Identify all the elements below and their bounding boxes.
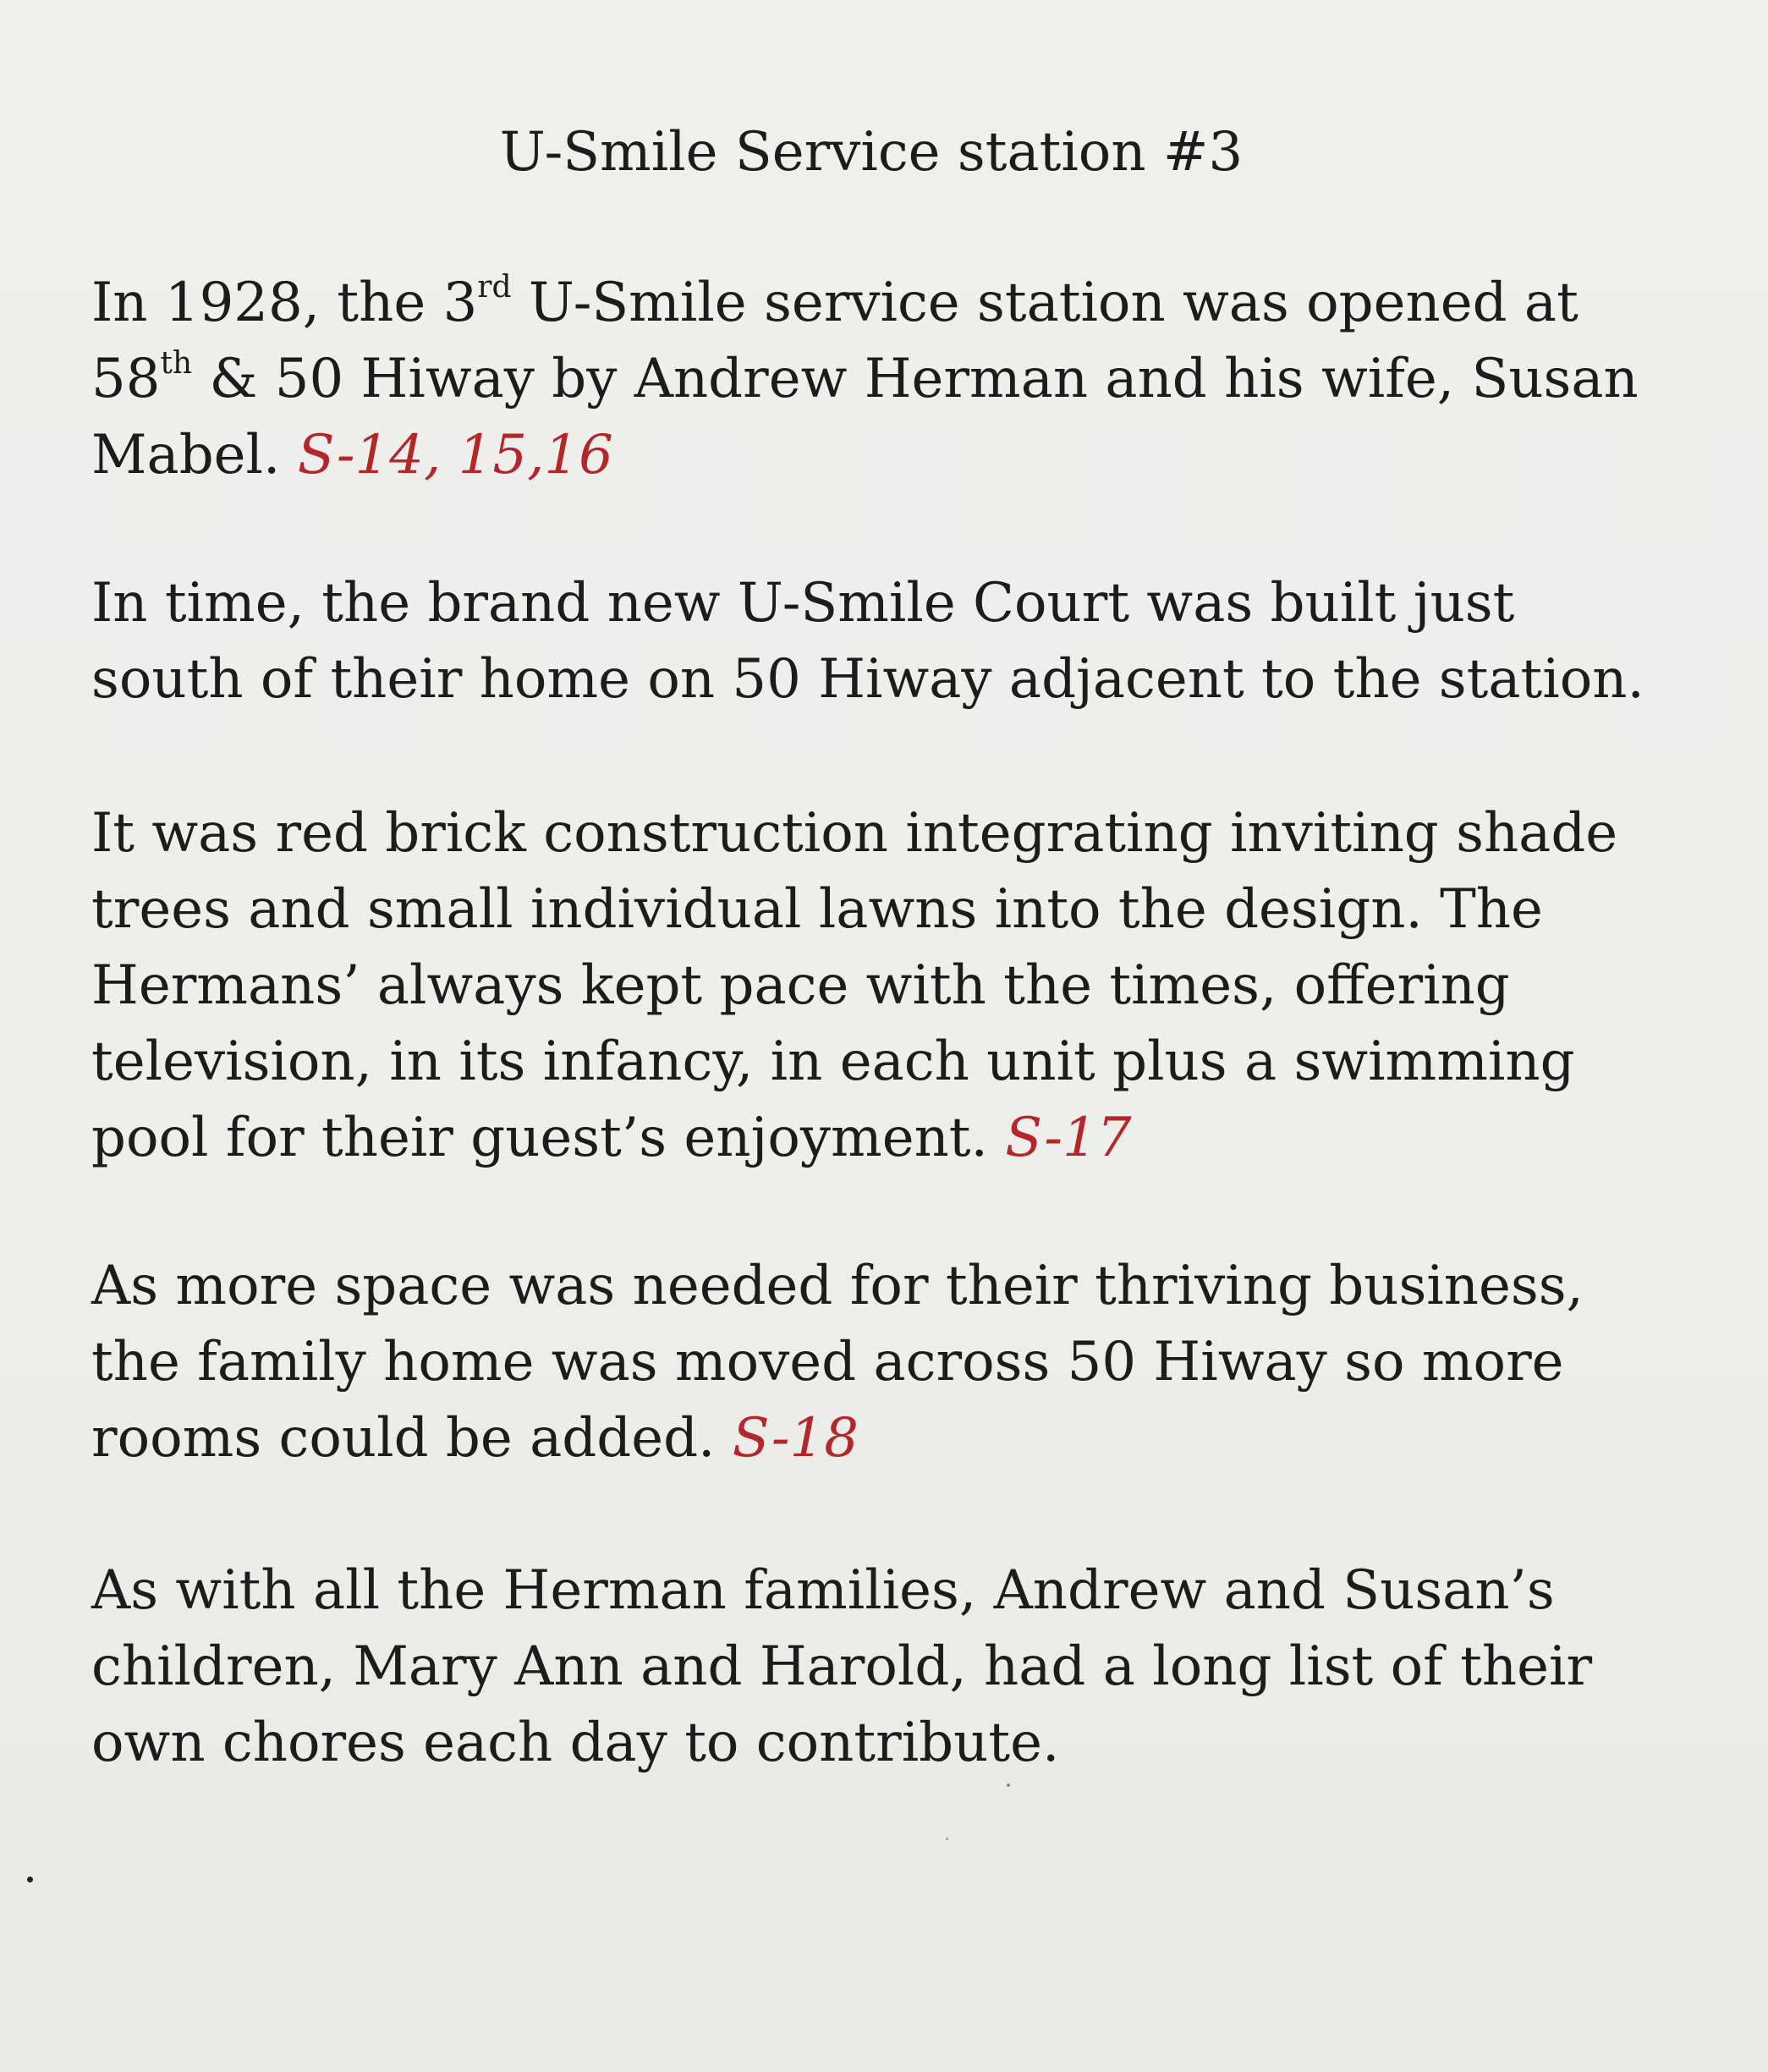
paper-speck [946,1838,948,1840]
text-run: & 50 Hiway by Andrew Herman and his wife, Susan [192,348,1639,410]
text-line: It was red brick construction integrating inviting shade [91,802,1618,865]
text-line [91,265,1699,341]
text-line: the family home was moved across 50 Hiway so more [91,1331,1564,1393]
text-line [91,1100,1699,1176]
photo-reference: S-17 [1005,1107,1132,1169]
text-line [91,417,1699,493]
text-line: south of their home on 50 Hiway adjacent to the station. [91,648,1644,711]
text-run: Mabel. [91,424,298,486]
text-line: trees and small individual lawns into the design. The [91,878,1543,941]
text-line [91,1400,1699,1476]
text-line: children, Mary Ann and Harold, had a long list of their [91,1635,1593,1698]
paper-speck [27,1877,33,1882]
paper-speck [1007,1783,1010,1787]
paragraph-construction [91,795,1699,1176]
text-run: In 1928, the 3 [91,272,478,334]
text-run: rooms could be added. [91,1407,733,1470]
text-run: 58 [91,348,161,410]
paragraph-court [91,565,1699,717]
page-title: U-Smile Service station #3 [499,121,1244,184]
photo-reference: S-18 [732,1407,859,1470]
text-line: own chores each day to contribute. [91,1712,1060,1774]
ordinal-suffix: rd [477,270,512,305]
paragraph-opening [91,265,1699,493]
text-line: Hermans’ always kept pace with the times, offering [91,954,1510,1017]
text-line: As with all the Herman families, Andrew and Susan’s [91,1559,1555,1622]
text-run: pool for their guest’s enjoyment. [91,1107,1006,1169]
text-line: In time, the brand new U-Smile Court was built just [91,572,1515,635]
photo-reference: S-14, 15,16 [297,424,613,486]
paragraph-children [91,1553,1699,1781]
paragraph-expansion [91,1248,1699,1476]
text-run: U-Smile service station was opened at [511,272,1579,334]
text-line: television, in its infancy, in each unit plus a swimming [91,1031,1575,1093]
text-line: As more space was needed for their thriving business, [91,1255,1584,1317]
text-line [91,341,1699,417]
ordinal-suffix: th [160,346,193,381]
